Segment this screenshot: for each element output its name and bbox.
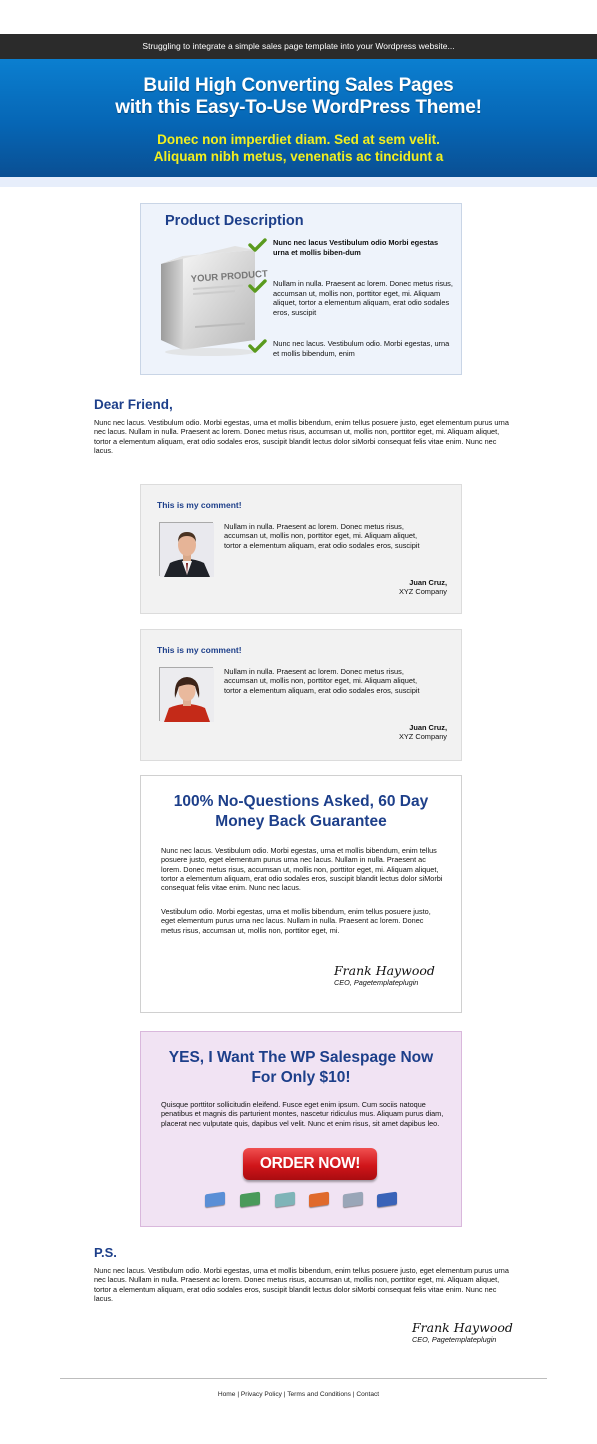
footer-link-privacy[interactable]: Privacy Policy xyxy=(240,1391,282,1398)
amex-card-icon xyxy=(205,1192,225,1208)
hero-headline-line2: with this Easy-To-Use WordPress Theme! xyxy=(115,97,482,118)
payment-cards-row xyxy=(205,1193,405,1211)
hero-headline-line1: Build High Converting Sales Pages xyxy=(143,75,454,96)
product-description-box xyxy=(140,203,462,375)
footer-links xyxy=(0,1391,597,1398)
generic-card-teal-icon xyxy=(275,1192,295,1208)
footer-separator: | xyxy=(283,1391,286,1398)
testimonial-photo-male xyxy=(159,522,213,576)
hero-banner xyxy=(0,59,597,177)
checkmark-icon xyxy=(249,238,266,252)
ps-signature: Frank Haywood xyxy=(412,1320,513,1335)
hero-underbar xyxy=(0,177,597,187)
footer-link-terms[interactable]: Terms and Conditions xyxy=(287,1391,351,1398)
order-title-line1: YES, I Want The WP Salespage Now xyxy=(168,1049,434,1066)
product-title: Product Description xyxy=(165,213,304,229)
ps-signature-title: CEO, Pagetemplateplugin xyxy=(412,1335,497,1344)
product-box-image xyxy=(155,242,269,358)
guarantee-signature-title: CEO, Pagetemplateplugin xyxy=(334,978,419,987)
top-announcement-bar xyxy=(0,34,597,59)
testimonial-text: Nullam in nulla. Praesent ac lorem. Donec metus risus, accumsan ut, mollis non, porttitor eget, mi. Aliquam aliquet, tortor a elementum aliquam, erat odio sodales eros, suscipit xyxy=(224,667,420,695)
feature-item xyxy=(273,339,453,358)
testimonial-author-company: XYZ Company xyxy=(398,587,447,597)
guarantee-title xyxy=(141,792,461,832)
feature-item xyxy=(273,279,453,317)
testimonial-title: This is my comment! xyxy=(157,645,242,655)
checkmark-icon xyxy=(249,339,266,353)
order-box xyxy=(140,1031,462,1227)
person-avatar-icon xyxy=(160,668,214,722)
order-paragraph: Quisque porttitor sollicitudin eleifend. Fusce eget enim ipsum. Cum sociis natoque penatibus et magnis dis parturient montes, nascetur ridiculus mus. Aliquam purus diam, placerat nec vulputate quis, dapibus vel velit. Nunc et enim risus, sit amet dapibus leo. xyxy=(161,1100,444,1128)
guarantee-signature: Frank Haywood xyxy=(334,963,435,978)
visa-card-icon xyxy=(377,1192,397,1208)
footer-separator: | xyxy=(352,1391,355,1398)
feature-text: Nunc nec lacus. Vestibulum odio. Morbi egestas, urna et mollis bibendum, enim xyxy=(273,339,450,358)
hero-subline1: Donec non imperdiet diam. Sed at sem velit. xyxy=(157,132,440,147)
checkmark-icon xyxy=(249,279,266,293)
feature-text: Nunc nec lacus Vestibulum odio Morbi egestas urna et mollis biben-dum xyxy=(273,238,439,257)
mastercard-icon xyxy=(309,1192,329,1208)
generic-card-silver-icon xyxy=(343,1192,363,1208)
testimonial-title: This is my comment! xyxy=(157,500,242,510)
testimonial-card xyxy=(140,629,462,761)
hero-subheadline xyxy=(0,131,597,165)
footer-separator: | xyxy=(237,1391,240,1398)
top-announcement-text: Struggling to integrate a simple sales page template into your Wordpress website... xyxy=(142,41,455,51)
testimonial-author xyxy=(399,723,447,742)
intro-heading: Dear Friend, xyxy=(94,397,173,412)
order-title-line2: For Only $10! xyxy=(251,1069,351,1086)
feature-item xyxy=(273,238,453,257)
ps-paragraph: Nunc nec lacus. Vestibulum odio. Morbi egestas, urna et mollis bibendum, enim tellus posuere justo, eget elementum purus urna nec lacus. Nullam in nulla. Praesent ac lorem. Donec metus risus, accumsan ut, mollis non, porttitor eget, mi. Aliquam aliquet, tortor a elementum aliquam, erat odio sodales eros, suscipit blandit lectus dolor siMorbi consequat felis vitae enim. Nunc nec lacus. xyxy=(94,1266,509,1303)
guarantee-paragraph-1: Nunc nec lacus. Vestibulum odio. Morbi egestas, urna et mollis bibendum, enim tellus posuere justo, eget elementum purus urna nec lacus. Nullam in nulla. Praesent ac lorem. Donec metus risus, accumsan ut, mollis non, porttitor eget, mi. Aliquam aliquet, tortor a elementum aliquam, erat odio sodales eros, suscipit blandit lectus dolor siMorbi consequat felis vitae enim. Nunc nec lacus. xyxy=(161,846,443,893)
order-title xyxy=(141,1048,461,1088)
ps-heading: P.S. xyxy=(94,1245,117,1260)
product-box-label: YOUR PRODUCT xyxy=(190,268,269,285)
testimonial-photo-female xyxy=(159,667,213,721)
guarantee-title-line2: Money Back Guarantee xyxy=(215,813,387,830)
generic-card-green-icon xyxy=(240,1192,260,1208)
guarantee-box xyxy=(140,775,462,1013)
order-now-button[interactable]: ORDER NOW! xyxy=(243,1148,377,1180)
testimonial-author-name: Juan Cruz, xyxy=(409,723,447,732)
person-avatar-icon xyxy=(160,523,214,577)
hero-headline xyxy=(0,75,597,119)
footer-link-home[interactable]: Home xyxy=(217,1391,236,1398)
guarantee-paragraph-2: Vestibulum odio. Morbi egestas, urna et mollis bibendum, enim tellus posuere justo, eget elementum purus urna nec lacus. Nullam in nulla. Praesent ac lorem. Donec metus risus, accumsan ut, mollis non, porttitor eget, mi. xyxy=(161,907,431,935)
hero-subline2: Aliquam nibh metus, venenatis ac tincidunt a xyxy=(153,149,444,164)
testimonial-author xyxy=(399,578,447,597)
feature-text: Nullam in nulla. Praesent ac lorem. Donec metus risus, accumsan ut, mollis non, porttitor eget, mi. Aliquam aliquet, tortor a elementum aliquam, erat odio sodales eros, suscipit xyxy=(273,279,453,317)
intro-paragraph: Nunc nec lacus. Vestibulum odio. Morbi egestas, urna et mollis bibendum, enim tellus posuere justo, eget elementum purus urna nec lacus. Nullam in nulla. Praesent ac lorem. Donec metus risus, accumsan ut, mollis non, porttitor eget, mi. Aliquam aliquet, tortor a elementum aliquam, erat odio sodales eros, suscipit blandit lectus dolor siMorbi consequat felis vitae enim. Nunc nec lacus. xyxy=(94,418,509,455)
ps-signature-block xyxy=(412,1320,513,1344)
testimonial-card xyxy=(140,484,462,614)
footer-divider xyxy=(60,1378,547,1379)
footer-link-contact[interactable]: Contact xyxy=(356,1391,380,1398)
testimonial-text: Nullam in nulla. Praesent ac lorem. Donec metus risus, accumsan ut, mollis non, porttitor eget, mi. Aliquam aliquet, tortor a elementum aliquam, erat odio sodales eros, suscipit xyxy=(224,522,420,550)
guarantee-signature-block xyxy=(334,963,435,987)
testimonial-author-company: XYZ Company xyxy=(398,732,447,742)
guarantee-title-line1: 100% No-Questions Asked, 60 Day xyxy=(173,793,429,810)
testimonial-author-name: Juan Cruz, xyxy=(409,578,447,587)
